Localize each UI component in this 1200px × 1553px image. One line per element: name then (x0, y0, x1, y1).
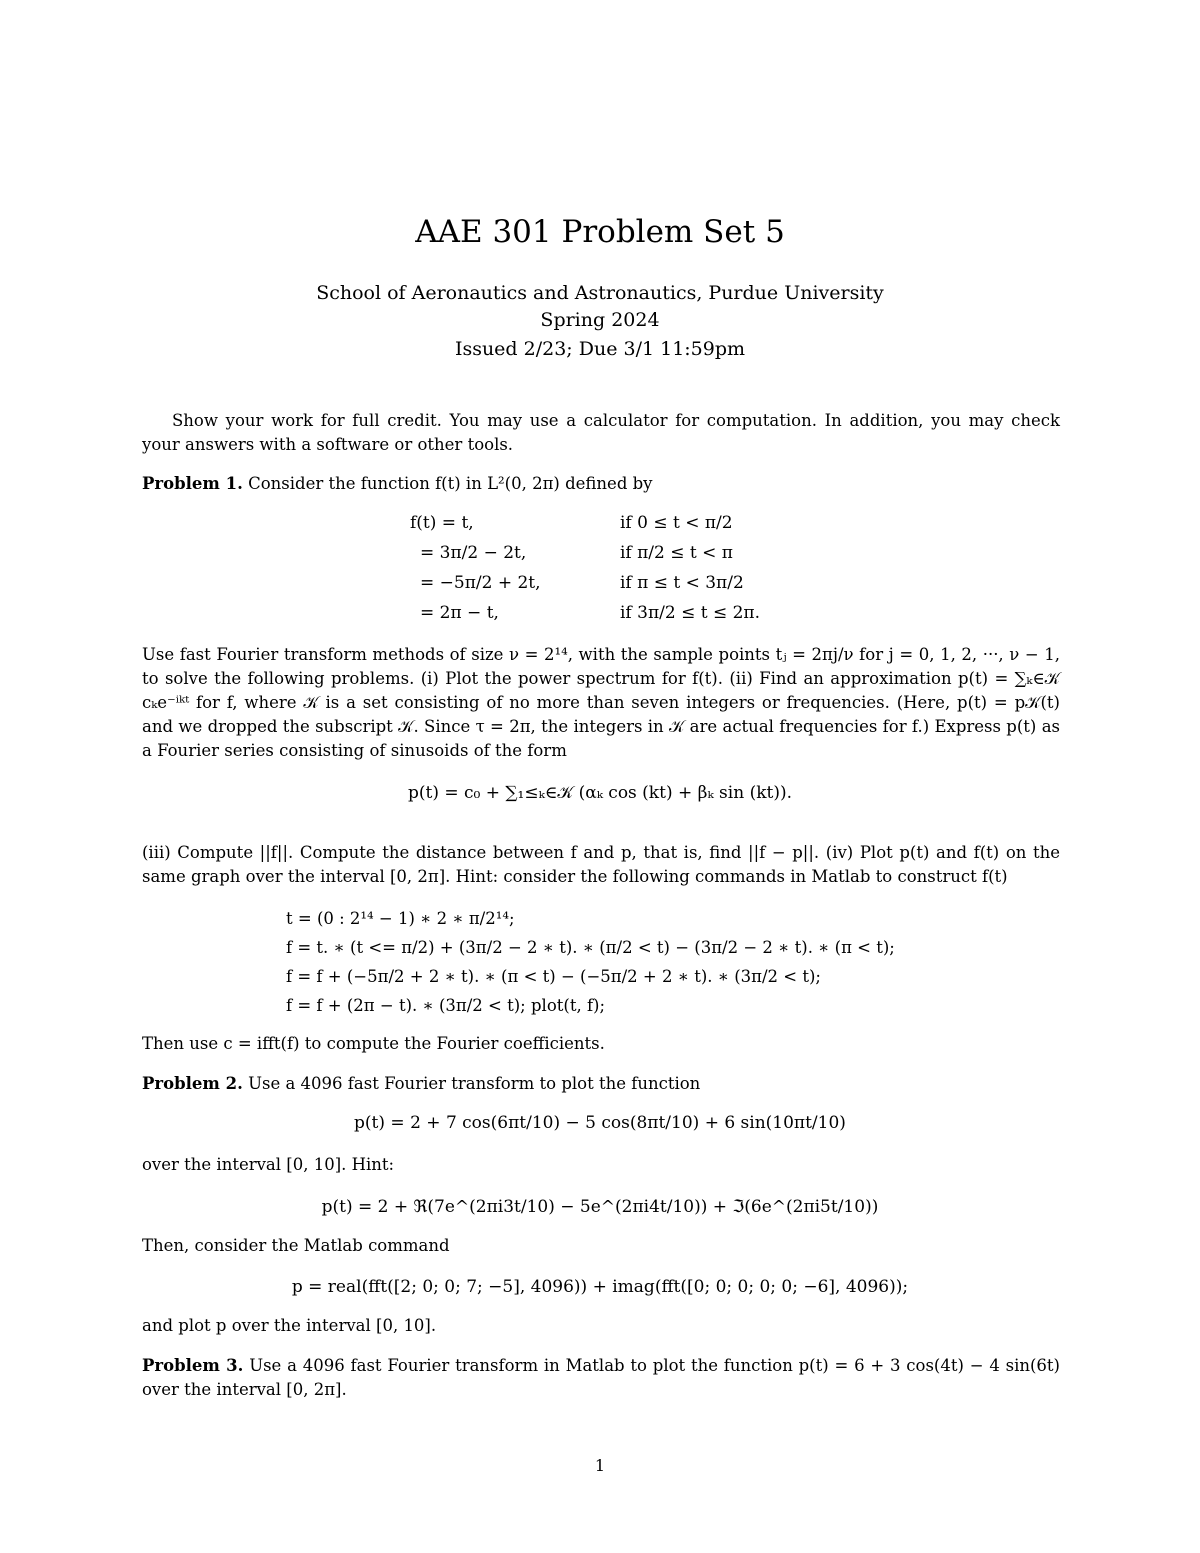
piece-cond: if 3π/2 ≤ t ≤ 2π. (620, 603, 760, 623)
school-line: School of Aeronautics and Astronautics, Purdue University (316, 282, 884, 304)
piece-cond: if π ≤ t < 3π/2 (620, 573, 744, 593)
code-line: f = t. ∗ (t <= π/2) + (3π/2 − 2 ∗ t). ∗ (π/2 < t) − (3π/2 − 2 ∗ t). ∗ (π < t); (286, 938, 895, 957)
code-line: f = f + (2π − t). ∗ (3π/2 < t); plot(t, f); (286, 996, 606, 1015)
fourier-series-equation: p(t) = c₀ + ∑₁≤ₖ∈𝒦 (αₖ cos (kt) + βₖ sin (kt)). (407, 783, 793, 803)
piece-cond: if 0 ≤ t < π/2 (620, 513, 733, 533)
problem1-label: Problem 1. (142, 474, 243, 493)
problem2-closing: and plot p over the interval [0, 10]. (142, 1316, 437, 1335)
piece-expr: = −5π/2 + 2t, (420, 573, 541, 593)
problem2-lead (142, 1072, 1060, 1096)
problem2-matlab-command: p = real(fft([2; 0; 0; 7; −5], 4096)) + imag(fft([0; 0; 0; 0; 0; −6], 4096)); (291, 1277, 909, 1297)
problem3-text: Use a 4096 fast Fourier transform in Matlab to plot the function p(t) = 6 + 3 cos(4t) − 4 sin(6t) over the interval [0, 2π]. (142, 1356, 1060, 1399)
problem3-paragraph (142, 1354, 1060, 1402)
code-line: f = f + (−5π/2 + 2 ∗ t). ∗ (π < t) − (−5π/2 + 2 ∗ t). ∗ (3π/2 < t); (286, 967, 821, 986)
dates-line: Issued 2/23; Due 3/1 11:59pm (454, 338, 746, 360)
problem1-body2: (iii) Compute ||f||. Compute the distance between f and p, that is, find ||f − p||. (iv) Plot p(t) and f(t) on the same graph over the interval [0, 2π]. Hint: consider the following commands in Matlab to construct f(t) (142, 843, 1060, 886)
page-title: AAE 301 Problem Set 5 (415, 214, 785, 250)
matlab-code-block (286, 904, 1086, 1020)
problem2-label: Problem 2. (142, 1074, 243, 1093)
intro-paragraph: Show your work for full credit. You may use a calculator for computation. In addition, you may check your answers with a software or other tools. (142, 411, 1060, 454)
page-number: 1 (594, 1456, 606, 1475)
problem2-lead-text: Use a 4096 fast Fourier transform to plot the function (248, 1074, 701, 1093)
problem3-label: Problem 3. (142, 1356, 244, 1375)
piece-expr: f(t) = t, (410, 513, 474, 533)
problem2-equation: p(t) = 2 + 7 cos(6πt/10) − 5 cos(8πt/10) + 6 sin(10πt/10) (354, 1113, 846, 1133)
piecewise-definition (410, 508, 830, 628)
piecewise-row (410, 598, 830, 628)
problem1-closing: Then use c = ifft(f) to compute the Fourier coefficients. (142, 1034, 605, 1053)
piece-expr: = 3π/2 − 2t, (420, 543, 527, 563)
piecewise-row (410, 568, 830, 598)
problem1-body1: Use fast Fourier transform methods of size ν = 2¹⁴, with the sample points tⱼ = 2πj/ν for j = 0, 1, 2, ···, ν − 1, to solve the following problems. (i) Plot the power spectrum for f(t). (ii) Find an approximation p(t) = ∑ₖ∈𝒦 cₖe⁻ⁱᵏᵗ for f, where 𝒦 is a set consisting of no more than seven integers or frequencies. (Here, p(t) = p𝒦(t) and we dropped the subscript 𝒦. Since τ = 2π, the integers in 𝒦 are actual frequencies for f.) Express p(t) as a Fourier series consisting of sinusoids of the form (142, 645, 1060, 760)
piecewise-row (410, 508, 830, 538)
term-line: Spring 2024 (540, 309, 660, 331)
problem1-lead-text: Consider the function f(t) in L²(0, 2π) defined by (248, 474, 653, 493)
problem2-then-line: Then, consider the Matlab command (142, 1236, 450, 1255)
piece-expr: = 2π − t, (420, 603, 499, 623)
problem2-hint-equation: p(t) = 2 + ℜ(7e^(2πi3t/10) − 5e^(2πi4t/10)) + ℑ(6e^(2πi5t/10)) (321, 1197, 879, 1217)
piecewise-row (410, 538, 830, 568)
code-line: t = (0 : 2¹⁴ − 1) ∗ 2 ∗ π/2¹⁴; (286, 909, 515, 928)
problem2-hint-line: over the interval [0, 10]. Hint: (142, 1155, 395, 1174)
problem1-lead (142, 472, 1060, 496)
piece-cond: if π/2 ≤ t < π (620, 543, 733, 563)
